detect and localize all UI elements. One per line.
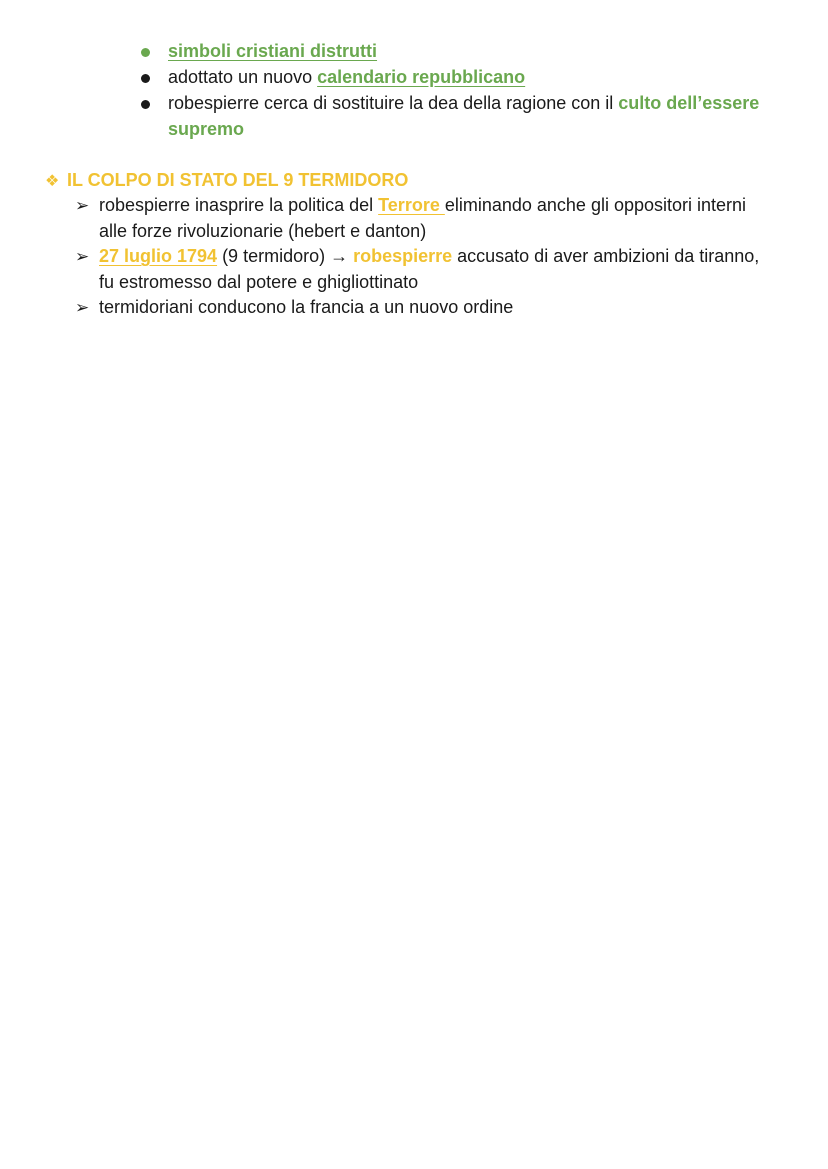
arrow-bullet-icon: ➢ bbox=[75, 298, 90, 317]
list-item bbox=[138, 38, 778, 64]
bullet-list bbox=[138, 38, 778, 142]
heading-text: IL COLPO DI STATO DEL 9 TERMIDORO bbox=[67, 170, 409, 190]
bullet-dot-icon bbox=[141, 48, 150, 57]
arrow-bullet-icon: ➢ bbox=[75, 196, 90, 215]
list-item bbox=[75, 244, 775, 295]
item-text: (9 termidoro) → bbox=[217, 246, 354, 266]
list-item bbox=[75, 295, 775, 321]
terrore-highlight: Terrore bbox=[378, 195, 445, 215]
bullet-dot-icon bbox=[141, 100, 150, 109]
item-text: accusato di aver ambizioni da tiranno, fu estromesso dal potere e ghigliottinato bbox=[99, 246, 760, 292]
list-item bbox=[75, 193, 775, 244]
list-item bbox=[138, 90, 778, 142]
item-text: eliminando anche gli oppositori interni alle forze rivoluzionarie (hebert e danton) bbox=[99, 195, 747, 241]
bullet-highlight: calendario repubblicano bbox=[317, 67, 526, 87]
bullet-text: adottato un nuovo bbox=[168, 67, 318, 87]
bullet-dot-icon bbox=[141, 74, 150, 83]
list-item bbox=[138, 64, 778, 90]
bullet-highlight: culto dell’essere supremo bbox=[168, 93, 760, 139]
date-highlight: 27 luglio 1794 bbox=[99, 246, 218, 266]
diamond-bullet-icon: ❖ bbox=[45, 173, 60, 190]
arrow-list bbox=[75, 193, 775, 321]
bullet-text: robespierre cerca di sostituire la dea della ragione con il bbox=[168, 93, 619, 113]
item-text: termidoriani conducono la francia a un nuovo ordine bbox=[99, 297, 514, 317]
arrow-bullet-icon: ➢ bbox=[75, 247, 90, 266]
section-heading bbox=[45, 167, 408, 195]
name-highlight: robespierre bbox=[353, 246, 453, 266]
bullet-text: simboli cristiani distrutti bbox=[168, 41, 378, 61]
item-text: robespierre inasprire la politica del bbox=[99, 195, 379, 215]
